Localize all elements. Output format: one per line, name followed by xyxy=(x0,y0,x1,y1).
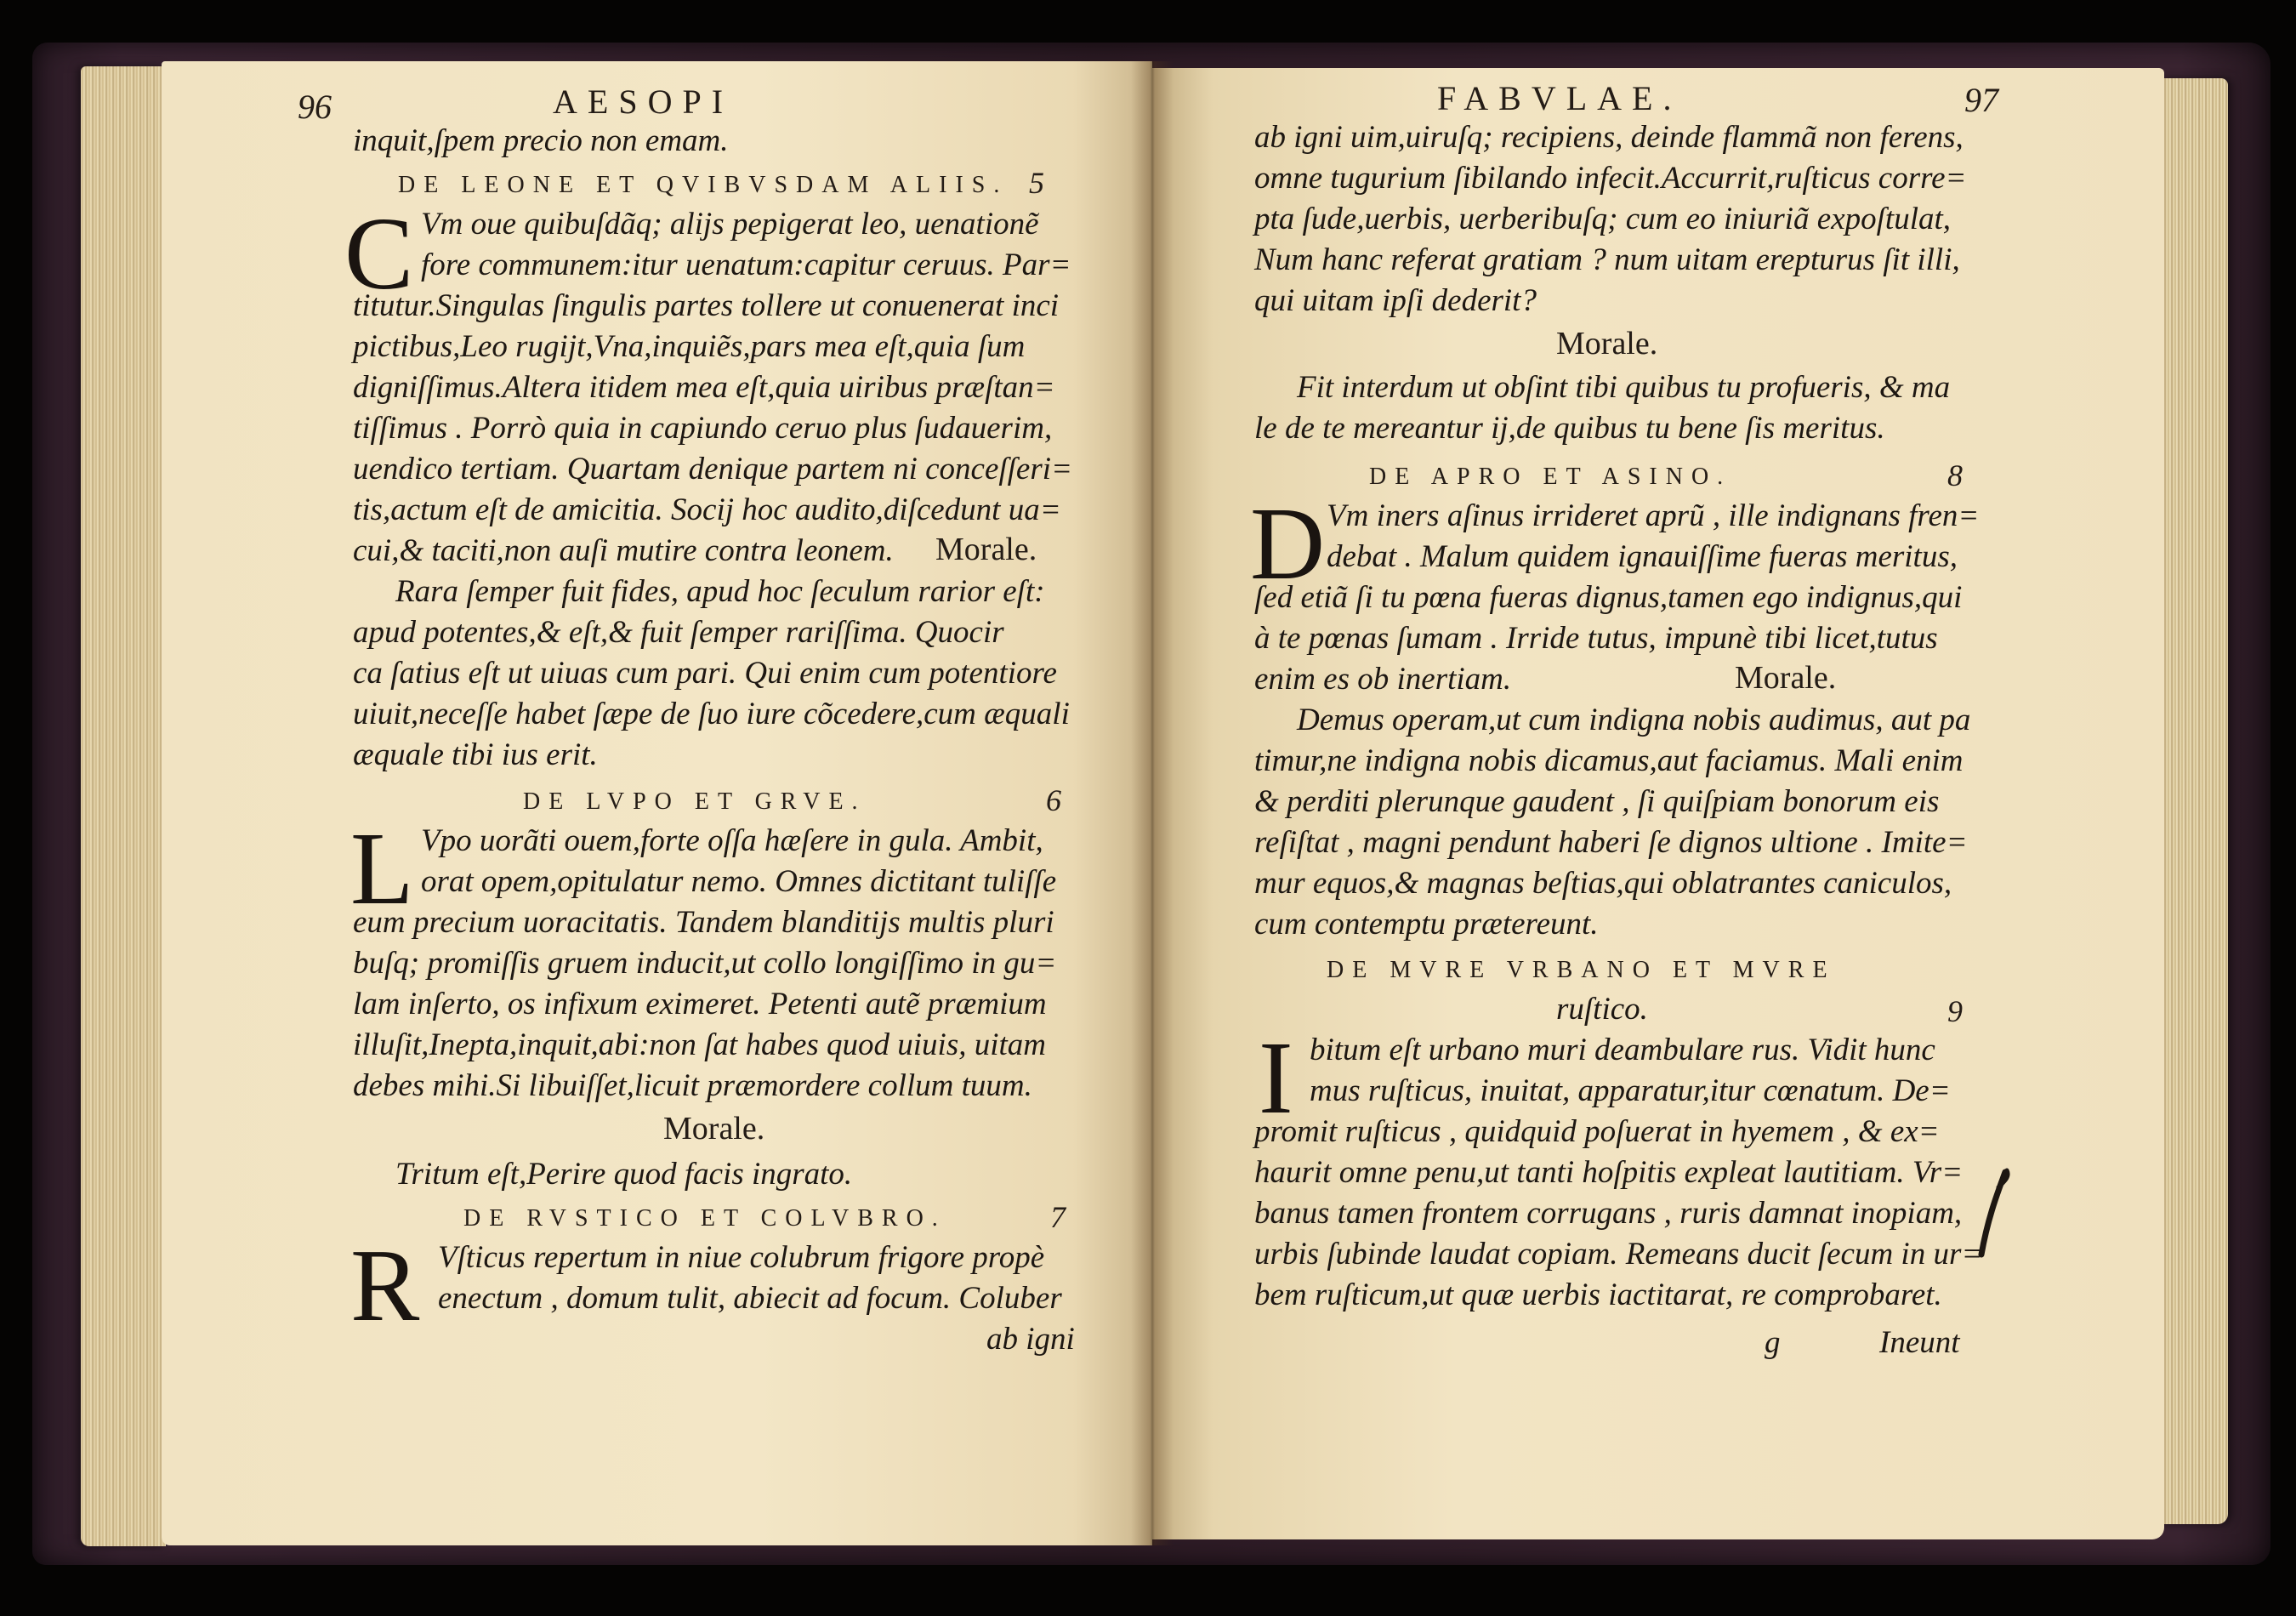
fable-7-heading: DE RVSTICO ET COLVBRO. xyxy=(463,1205,946,1232)
fable-7-first-line: Vſticus repertum in niue colubrum frigore propè xyxy=(438,1240,1045,1275)
right-folio: 97 xyxy=(1964,81,1998,119)
fable-9-drop-cap: I xyxy=(1259,1021,1293,1135)
fable-8-morale-label: Morale. xyxy=(1735,660,1837,696)
fable-9-line-2: promit ruſticus , quidquid poſuerat in hyemem , & ex= xyxy=(1254,1114,1940,1149)
fable-6-line-3: buſq; promiſſis gruem inducit,ut collo longiſſimo in gu= xyxy=(353,946,1057,981)
right-carryover-morale-2: le de te mereantur ij,de quibus tu bene ſis meritus. xyxy=(1254,411,1885,446)
fable-8-morale-2: timur,ne indigna nobis dicamus,aut faciamus. Mali enim xyxy=(1254,743,1964,778)
left-page-edges xyxy=(81,66,166,1546)
right-page xyxy=(1152,68,2164,1539)
fable-5-morale-2: apud potentes,& eſt,& fuit ſemper rariſſima. Quocir xyxy=(353,615,1004,650)
fable-6-heading: DE LVPO ET GRVE. xyxy=(523,788,867,815)
fable-5-line-2: titutur.Singulas ſingulis partes tollere ut conuenerat inci xyxy=(353,288,1060,323)
fable-6-morale-1: Tritum eſt,Perire quod facis ingrato. xyxy=(395,1157,853,1192)
left-folio: 96 xyxy=(298,88,332,126)
fable-5-line-5: tiſſimus . Porrò quia in capiundo ceruo plus ſudauerim, xyxy=(353,411,1053,446)
fable-5-drop-cap: C xyxy=(344,196,414,311)
fable-5-first-line: Vm oue quibuſdãq; alijs pepigerat leo, uenationẽ xyxy=(421,207,1039,242)
fable-8-morale-6: cum contemptu prætereunt. xyxy=(1254,907,1599,942)
right-carryover-morale-1: Fit interdum ut obſint tibi quibus tu profueris, & ma xyxy=(1297,370,1951,405)
left-running-head: AESOPI xyxy=(553,83,734,121)
fable-6-number: 6 xyxy=(1046,783,1061,817)
fable-5-morale-5: æquale tibi ius erit. xyxy=(353,737,598,772)
left-carryover-line: inquit,ſpem precio non emam. xyxy=(353,123,729,158)
fable-8-line-3: à te pœnas ſumam . Irride tutus, impunè tibi licet,tutus xyxy=(1254,621,1938,656)
fable-6-line-6: debes mihi.Si libuiſſet,licuit præmordere collum tuum. xyxy=(353,1068,1032,1103)
right-page-edges xyxy=(2160,78,2228,1524)
fable-6-drop-cap: L xyxy=(350,811,414,926)
fable-5-line-3: pictibus,Leo rugijt,Vna,inquiẽs,pars mea eſt,quia ſum xyxy=(353,329,1026,364)
fable-9-line-6: bem ruſticum,ut quæ uerbis iactitarat, re comprobaret. xyxy=(1254,1277,1942,1312)
fable-9-first-line: bitum eſt urbano muri deambulare rus. Vidit hunc xyxy=(1310,1033,1935,1067)
fable-7-line-1: enectum , domum tulit, abiecit ad focum. Coluber xyxy=(438,1281,1062,1316)
fable-8-line-4: enim es ob inertiam. xyxy=(1254,662,1512,697)
fable-5-line-1: fore communem:itur uenatum:capitur ceruus. Par= xyxy=(421,248,1071,282)
fable-5-line-7: tis,actum eſt de amicitia. Socij hoc audito,diſcedunt ua= xyxy=(353,492,1061,527)
marginal-ink-mark xyxy=(1973,1165,2015,1267)
fable-7-number: 7 xyxy=(1050,1200,1066,1234)
book-gutter xyxy=(1131,61,1174,1545)
fable-5-number: 5 xyxy=(1029,166,1044,200)
fable-8-line-2: ſed etiã ſi tu pœna fueras dignus,tamen ego indignus,qui xyxy=(1254,580,1963,615)
fable-6-line-4: lam inſerto, os infixum eximeret. Petenti autẽ præmium xyxy=(353,987,1047,1021)
fable-8-morale-1: Demus operam,ut cum indigna nobis audimus, aut pa xyxy=(1297,703,1971,737)
fable-5-morale-label: Morale. xyxy=(935,532,1037,567)
right-carryover-4: Num hanc referat gratiam ? num uitam erepturus ſit illi, xyxy=(1254,242,1960,277)
right-carryover-3: pta ſude,uerbis, uerberibuſq; cum eo iniuriã expoſtulat, xyxy=(1254,202,1952,236)
fable-8-morale-4: reſiſtat , magni pendunt haberi ſe dignos ultione . Imite= xyxy=(1254,825,1968,860)
left-catchword: ab igni xyxy=(986,1322,1075,1357)
fable-9-heading-continued: ruſtico. xyxy=(1556,992,1648,1027)
fable-6-line-2: eum precium uoracitatis. Tandem blanditijs multis pluri xyxy=(353,905,1054,940)
fable-8-heading: DE APRO ET ASINO. xyxy=(1369,464,1732,490)
right-carryover-2: omne tugurium ſibilando infecit.Accurrit,ruſticus corre= xyxy=(1254,161,1967,196)
fable-5-morale-1: Rara ſemper fuit fides, apud hoc ſeculum rarior eſt: xyxy=(395,574,1045,609)
fable-5-line-4: digniſſimus.Altera itidem mea eſt,quia uiribus præſtan= xyxy=(353,370,1055,405)
right-catchword: Ineunt xyxy=(1879,1325,1960,1360)
fable-8-number: 8 xyxy=(1947,458,1963,492)
signature-mark: g xyxy=(1765,1325,1781,1360)
fable-8-morale-5: mur equos,& magnas beſtias,qui oblatrantes caniculos, xyxy=(1254,866,1952,901)
right-carryover-morale-label: Morale. xyxy=(1556,326,1658,361)
fable-9-line-4: banus tamen frontem corrugans , ruris damnat inopiam, xyxy=(1254,1196,1963,1231)
fable-5-line-6: uendico tertiam. Quartam denique partem ni conceſſeri= xyxy=(353,452,1072,487)
fable-6-morale-label: Morale. xyxy=(663,1111,765,1147)
fable-8-first-line: Vm iners aſinus irrideret aprũ , ille indignans fren= xyxy=(1327,498,1980,533)
fable-9-line-5: urbis ſubinde laudat copiam. Remeans ducit ſecum in ur= xyxy=(1254,1237,1983,1272)
fable-9-line-3: haurit omne penu,ut tanti hoſpitis expleat lautitiam. Vr= xyxy=(1254,1155,1964,1190)
fable-5-morale-4: uiuit,neceſſe habet ſæpe de ſuo iure cõcedere,cum æquali xyxy=(353,697,1070,731)
fable-9-line-1: mus ruſticus, inuitat, apparatur,itur cœnatum. De= xyxy=(1310,1073,1951,1108)
fable-9-heading: DE MVRE VRBANO ET MVRE xyxy=(1327,957,1836,983)
fable-9-number: 9 xyxy=(1947,994,1963,1028)
fable-8-line-1: debat . Malum quidem ignauiſſime fueras meritus, xyxy=(1327,539,1958,574)
fable-8-morale-3: & perditi plerunque gaudent , ſi quiſpiam bonorum eis xyxy=(1254,784,1940,819)
fable-6-line-5: illuſit,Inepta,inquit,abi:non ſat habes quod uiuis, uitam xyxy=(353,1027,1047,1062)
fable-6-line-1: orat opem,opitulatur nemo. Omnes dictitant tuliſſe xyxy=(421,864,1057,899)
right-running-head: FABVLAE. xyxy=(1437,79,1682,117)
fable-5-morale-3: ca ſatius eſt ut uiuas cum pari. Qui enim cum potentiore xyxy=(353,656,1057,691)
fable-7-drop-cap: R xyxy=(350,1228,420,1343)
fable-8-drop-cap: D xyxy=(1250,487,1326,601)
right-carryover-5: qui uitam ipſi dederit? xyxy=(1254,283,1537,318)
fable-6-first-line: Vpo uorãti ouem,forte oſſa hæſere in gula. Ambit, xyxy=(421,823,1043,858)
fable-5-line-8: cui,& taciti,non auſi mutire contra leonem. xyxy=(353,533,894,568)
right-carryover-1: ab igni uim,uiruſq; recipiens, deinde flammã non ferens, xyxy=(1254,120,1964,155)
fable-5-heading: DE LEONE ET QVIBVSDAM ALIIS. xyxy=(398,172,1009,198)
left-page xyxy=(162,61,1152,1545)
